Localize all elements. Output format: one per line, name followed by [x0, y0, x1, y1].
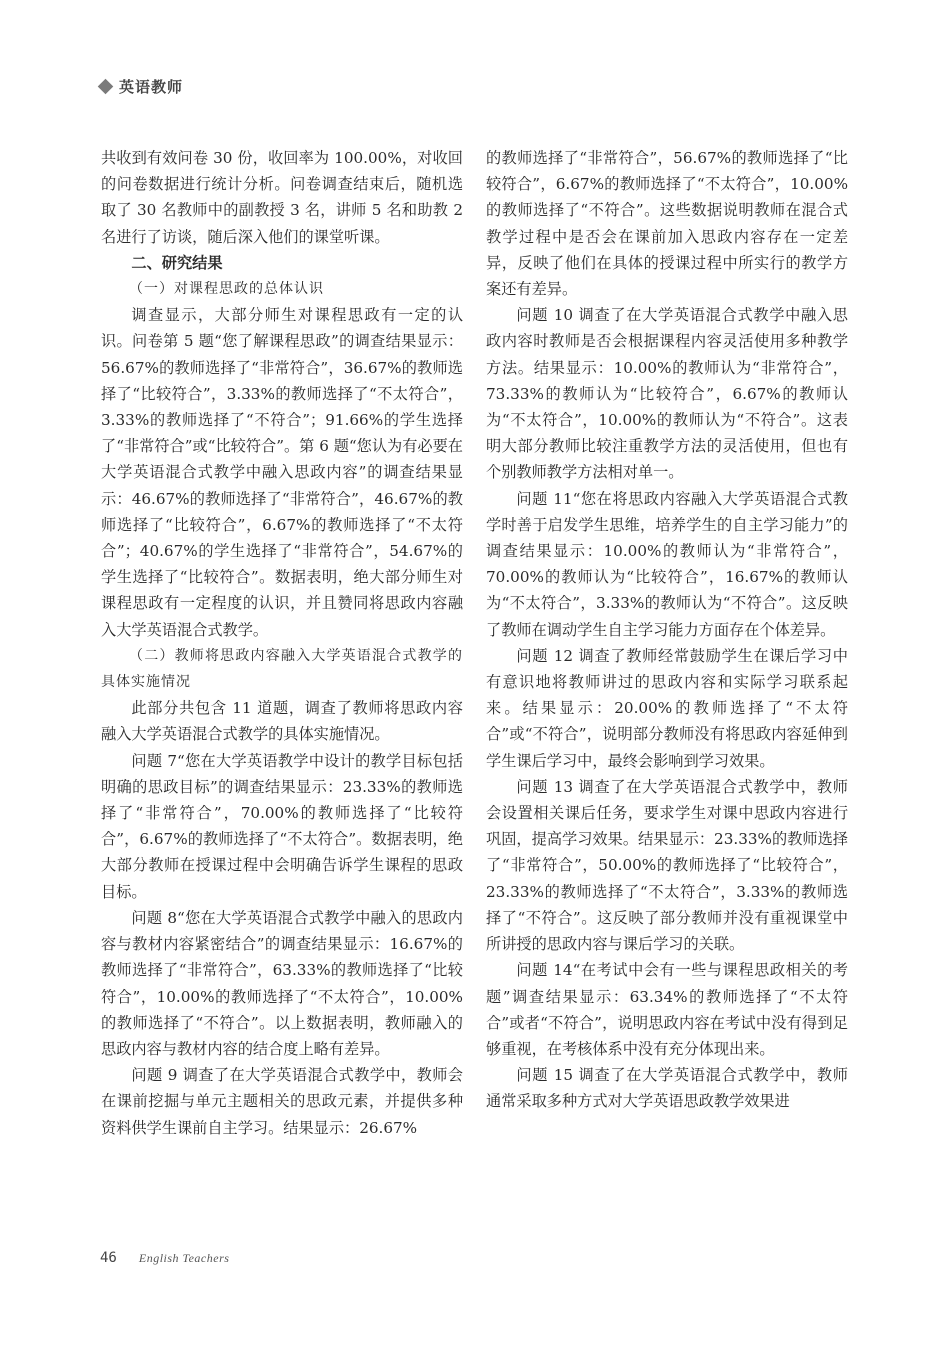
paragraph: 问题 13 调查了在大学英语混合式教学中，教师会设置相关课后任务，要求学生对课中思政内容进行巩固，提高学习效果。结果显示：23.33%的教师选择了“非常符合”，50.00%的教师选择了“比较符合”，23.33%的教师选择了“不太符合”，3.33%的教师选择了“不符合”。这反映了部分教师并没有重视课堂中所讲授的思政内容与课后学习的关联。: [486, 777, 848, 954]
subsection-heading: （二）教师将思政内容融入大学英语混合式教学的具体实施情况: [101, 647, 463, 691]
page-number: 46: [100, 1250, 117, 1266]
journal-title: 英语教师: [119, 78, 184, 96]
right-column: [486, 145, 848, 1115]
paragraph: 问题 15 调查了在大学英语混合式教学中，教师通常采取多种方式对大学英语思政教学效果进: [486, 1066, 848, 1111]
paragraph: 问题 12 调查了教师经常鼓励学生在课后学习中有意识地将教师讲过的思政内容和实际学习联系起来。结果显示：20.00%的教师选择了“不太符合”或“不符合”，说明部分教师没有将思政内容延伸到学生课后学习中，最终会影响到学习效果。: [486, 646, 848, 770]
paragraph: 此部分共包含 11 道题，调查了教师将思政内容融入大学英语混合式教学的具体实施情况。: [101, 699, 463, 744]
section-heading: 二、研究结果: [131, 253, 223, 272]
paragraph: 问题 8“您在大学英语混合式教学中融入的思政内容与教材内容紧密结合”的调查结果显示：16.67%的教师选择了“非常符合”，63.33%的教师选择了“比较符合”，10.00%的教师选择了“不太符合”，10.00%的教师选择了“不符合”。以上数据表明，教师融入的思政内容与教材内容的结合度上略有差异。: [101, 908, 463, 1058]
paragraph: 问题 11“您在将思政内容融入大学英语混合式教学时善于启发学生思维，培养学生的自主学习能力”的调查结果显示：10.00%的教师认为“非常符合”，70.00%的教师认为“比较符合”，16.67%的教师认为“不太符合”，3.33%的教师认为“不符合”。这反映了教师在调动学生自主学习能力方面存在个体差异。: [486, 489, 848, 639]
paragraph: 调查显示，大部分师生对课程思政有一定的认识。问卷第 5 题“您了解课程思政”的调查结果显示：56.67%的教师选择了“非常符合”，36.67%的教师选择了“比较符合”，3.33%的教师选择了“不太符合”，3.33%的教师选择了“不符合”；91.66%的学生选择了“非常符合”或“比较符合”。第 6 题“您认为有必要在大学英语混合式教学中融入思政内容”的调查结果显示：46.67%的教师选择了“非常符合”，46.67%的教师选择了“比较符合”，6.67%的教师选择了“不太符合”；40.67%的学生选择了“非常符合”，54.67%的学生选择了“比较符合”。数据表明，绝大部分师生对课程思政有一定程度的认识，并且赞同将思政内容融入大学英语混合式教学。: [101, 306, 463, 639]
running-header: [100, 76, 183, 97]
paragraph: 问题 9 调查了在大学英语混合式教学中，教师会在课前挖掘与单元主题相关的思政元素，并提供多种资料供学生课前自主学习。结果显示：26.67%: [101, 1066, 463, 1137]
diamond-icon: [98, 79, 114, 95]
paragraph: 问题 7“您在大学英语教学中设计的教学目标包括明确的思政目标”的调查结果显示：23.33%的教师选择了“非常符合”，70.00%的教师选择了“比较符合”，6.67%的教师选择了“不太符合”。数据表明，绝大部分教师在授课过程中会明确告诉学生课程的思政目标。: [101, 751, 463, 901]
paragraph: 问题 10 调查了在大学英语混合式教学中融入思政内容时教师是否会根据课程内容灵活使用多种教学方法。结果显示：10.00%的教师认为“非常符合”，73.33%的教师认为“比较符合”，6.67%的教师认为“不太符合”，10.00%的教师认为“不符合”。这表明大部分教师比较注重教学方法的灵活使用，但也有个别教师教学方法相对单一。: [486, 306, 848, 482]
left-column: [101, 145, 463, 1141]
page-footer: [100, 1250, 229, 1266]
subsection-heading: （一）对课程思政的总体认识: [129, 281, 324, 298]
paragraph: 问题 14“在考试中会有一些与课程思政相关的考题”调查结果显示：63.34%的教师选择了“不太符合”或者“不符合”，说明思政内容在考试中没有得到足够重视，在考核体系中没有充分体现出来。: [486, 961, 848, 1058]
paragraph: 共收到有效问卷 30 份，收回率为 100.00%，对收回的问卷数据进行统计分析。问卷调查结束后，随机选取了 30 名教师中的副教授 3 名，讲师 5 名和助教 2 名进行了访谈，随后深入他们的课堂听课。: [101, 149, 463, 246]
footer-journal-name: English Teachers: [138, 1251, 230, 1265]
paragraph: 的教师选择了“非常符合”，56.67%的教师选择了“比较符合”，6.67%的教师选择了“不太符合”，10.00%的教师选择了“不符合”。这些数据说明教师在混合式教学过程中是否会在课前加入思政内容存在一定差异，反映了他们在具体的授课过程中所实行的教学方案还有差异。: [486, 149, 848, 299]
